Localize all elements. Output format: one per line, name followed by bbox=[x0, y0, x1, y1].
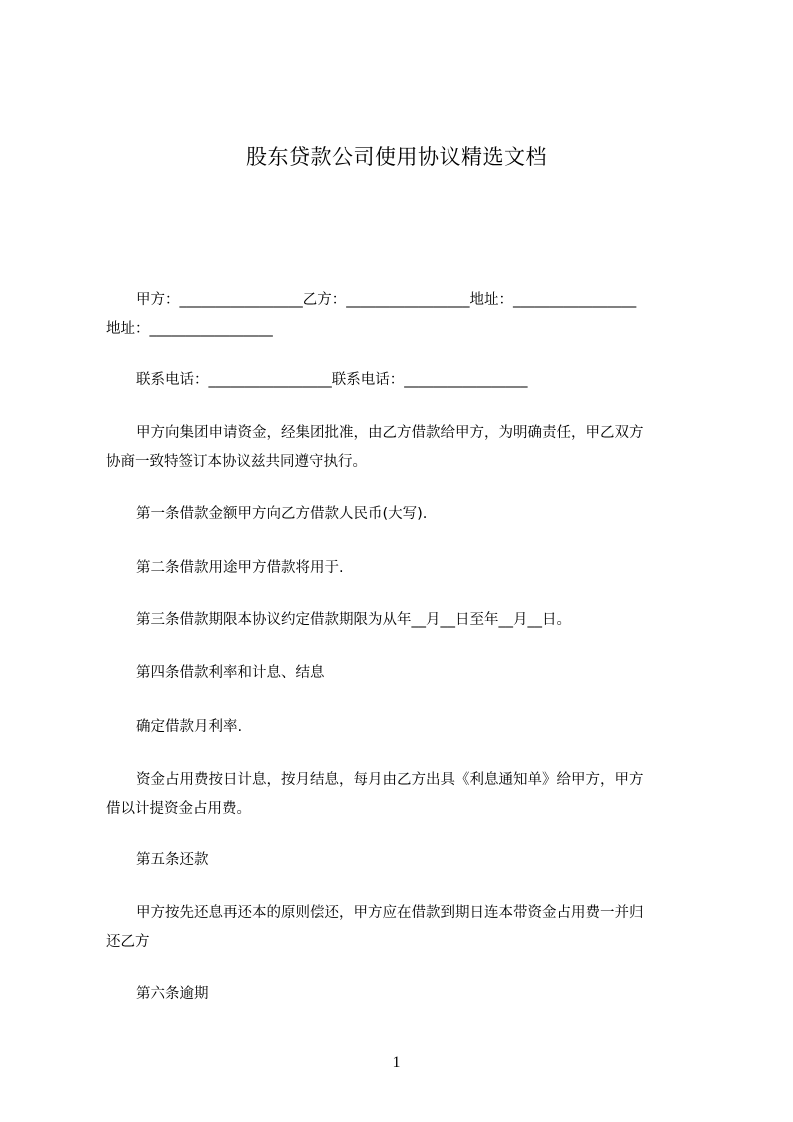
article-3-paragraph bbox=[106, 606, 704, 635]
repayment-line-1: 甲方按先还息再还本的原则偿还，甲方应在借款到期日连本带资金占用费一并归 bbox=[136, 905, 644, 921]
interest-calc-line-2: 借以计提资金占用费。 bbox=[106, 800, 251, 817]
monthly-rate-paragraph bbox=[106, 713, 704, 742]
phones-paragraph bbox=[106, 366, 704, 395]
article-2-paragraph bbox=[106, 554, 704, 583]
page-number: 1 bbox=[392, 1054, 401, 1071]
parties-paragraph bbox=[106, 286, 704, 343]
phones-line-1: 联系电话：_________________联系电话：_________________ bbox=[136, 372, 528, 388]
article-4-line: 第四条借款利率和计息、结息 bbox=[136, 665, 325, 681]
monthly-rate-line: 确定借款月利率. bbox=[136, 719, 243, 735]
article-4-paragraph bbox=[106, 659, 704, 688]
document-title: 股东贷款公司使用协议精选文档 bbox=[246, 145, 547, 169]
repayment-line-2: 还乙方 bbox=[106, 933, 150, 950]
interest-calc-line-1: 资金占用费按日计息，按月结息，每月由乙方出具《利息通知单》给甲方，甲方 bbox=[136, 772, 644, 788]
article-3-line: 第三条借款期限本协议约定借款期限为从年__月__日至年__月__日。 bbox=[136, 612, 571, 628]
article-1-line: 第一条借款金额甲方向乙方借款人民币(大写). bbox=[136, 506, 428, 522]
preamble-paragraph bbox=[106, 419, 704, 476]
preamble-line-2: 协商一致特签订本协议兹共同遵守执行。 bbox=[106, 453, 367, 470]
interest-calc-paragraph bbox=[106, 766, 704, 823]
preamble-line-1: 甲方向集团申请资金，经集团批准，由乙方借款给甲方，为明确责任，甲乙双方 bbox=[136, 425, 644, 441]
article-5-paragraph bbox=[106, 846, 704, 875]
article-2-line: 第二条借款用途甲方借款将用于. bbox=[136, 560, 344, 576]
article-1-paragraph bbox=[106, 500, 704, 529]
parties-line-1: 甲方：_________________乙方：_________________地址：_________________ bbox=[136, 292, 637, 308]
article-6-line: 第六条逾期 bbox=[136, 986, 209, 1002]
article-6-paragraph bbox=[106, 980, 704, 1009]
article-5-line: 第五条还款 bbox=[136, 852, 209, 868]
repayment-paragraph bbox=[106, 899, 704, 956]
parties-line-2: 地址：_________________ bbox=[106, 320, 273, 337]
